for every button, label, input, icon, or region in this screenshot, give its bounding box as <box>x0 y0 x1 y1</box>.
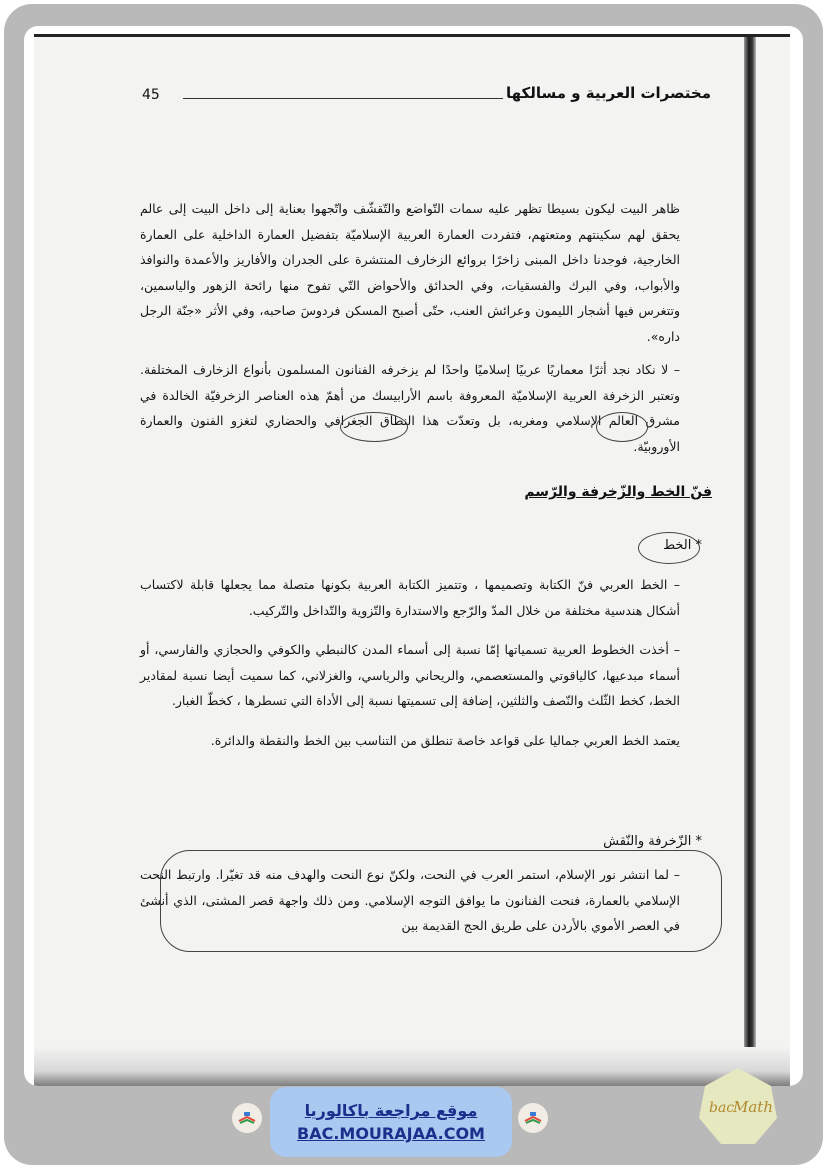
scan-bottom-shadow <box>34 1047 790 1086</box>
book-spine-shadow <box>744 37 756 1086</box>
site-logo-icon <box>518 1103 548 1133</box>
paragraph-intro-2: – لا نكاد نجد أثرًا معماريًا عربيًا إسلاميًا واحدًا لم يزخرفه الفنانون المسلمون بأنواع الزخارف المختلفة. وتعتبر الزخرفة العربية الإسلاميّة المعروفة باسم الأرابيسك من أهمّ هذه العناصر الزخرفيّة الخالدة في مشرق العالم الإسلامي ومغربه، بل وتعدّت هذا النطاق الجغرافي والحضاري لتغزو الفنون والعمارة الأوروبيّة. <box>140 362 680 454</box>
site-logo-icon <box>232 1103 262 1133</box>
calligraphy-text <box>140 572 680 753</box>
running-header-title: مختصرات العربية و مسالكها <box>505 84 711 102</box>
paragraph-calligraphy-2: – أخذت الخطوط العربية تسمياتها إمّا نسبة إلى أسماء المدن كالنبطي والكوفي والحجازي والفارسي، أو أسماء مبدعيها، كالياقوتي والمستعصمي، والريحاني والرياسي، والغزلاني، كما سميت أيضا نسبة لمقادير الخط، كخط الثّلث والنّصف والثلثين، إضافة إلى تسميتها نسبة إلى الأداة التي تسطرها ، كخطّ الغبار. <box>140 642 680 708</box>
bacmath-logo <box>697 1066 779 1148</box>
calligraphy-heading: * الخط <box>663 538 702 553</box>
paragraph-ornament-1: – لما انتشر نور الإسلام، استمر العرب في النحت، ولكنّ نوع النحت والهدف منه قد تغيّرا. وارتبط النحت الإسلامي بالعمارة، فنحت الفنانون ما يوافق التوجه الإسلامي. ومن ذلك واجهة قصر المشتى، الذي أنشئ في العصر الأموي بالأردن على طريق الحج القديمة بين <box>140 867 680 933</box>
handwritten-circle <box>340 412 408 442</box>
paragraph-intro-1: ظاهر البيت ليكون بسيطا تظهر عليه سمات التّواضع والتّقشّف واتّجهوا بعناية إلى داخل البيت إلى عالم يحقق لهم سكينتهم ومتعتهم، فتفردت العمارة العربية الإسلاميّة بتفضيل العمارة الداخلية على العمارة الخارجية، فوجدنا داخل المبنى زاخرًا بروائع الزخارف المنتشرة على الجدران والأفاريز والأعمدة والنوافذ والأبواب، وفي البرك والفسقيات، وفي الحدائق والأحواض التّي تفوح منها رائحة الزهور والياسمين، وتتغرس فيها أشجار الليمون وعرائش العنب، حتّى أصبح المسكن فردوسَ صاحبه، وفي الأثر «جنّة الرجل داره». <box>140 201 680 344</box>
page-number: 45 <box>142 87 160 103</box>
paragraph-calligraphy-note: يعتمد الخط العربي جماليا على قواعد خاصة تنطلق من التناسب بين الخط والنقطة والدائرة. <box>210 732 680 748</box>
header-rule <box>183 98 503 99</box>
handwritten-circle <box>638 532 700 564</box>
handwritten-bracket <box>160 850 722 952</box>
section-heading: فنّ الخط والزّخرفة والرّسم <box>524 484 712 500</box>
banner-arabic-text[interactable]: موقع مراجعة باكالوريا <box>304 1101 478 1120</box>
ornament-heading: * الزّخرفة والنّقش <box>603 834 702 849</box>
paragraph-calligraphy-1: – الخط العربي فنّ الكتابة وتصميمها ، وتتميز الكتابة العربية بكونها متصلة مما يجعلها قابلة لاكتساب أشكال هندسية مختلفة من خلال المدّ والرّجع والاستدارة والتّزوية والتّداخل والتّركيب. <box>140 577 680 618</box>
bacmath-logo-bac: bac <box>709 1100 735 1116</box>
banner-english-text[interactable]: BAC.MOURAJAA.COM <box>297 1124 485 1143</box>
bacmath-logo-math: Math <box>733 1098 773 1116</box>
handwritten-circle <box>596 412 648 442</box>
site-banner-link[interactable] <box>270 1087 512 1157</box>
